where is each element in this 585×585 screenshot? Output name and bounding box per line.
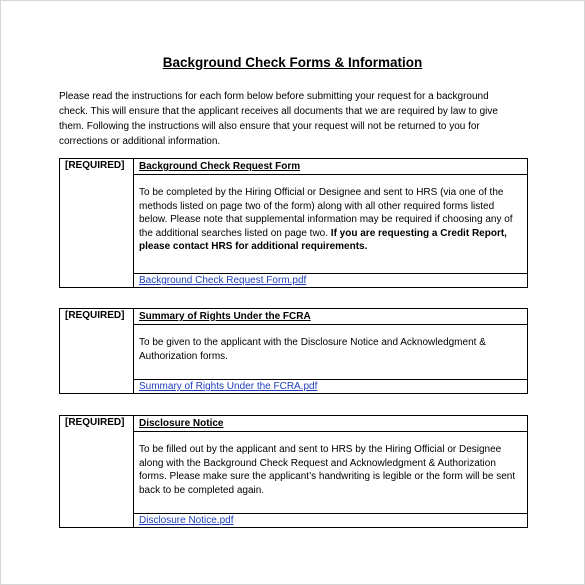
description-line: To be completed by the Hiring Official or Designee and sent to HRS (via one of the <box>139 187 504 198</box>
form-description <box>134 325 527 379</box>
description-line: forms. Please make sure the applicant’s handwriting is legible or the form will be sent <box>139 471 516 482</box>
form-description <box>134 432 527 513</box>
required-tag: [REQUIRED] <box>60 309 134 394</box>
description-line: below. Please note that supplemental information may be required if choosing any of <box>139 214 513 225</box>
form-cell <box>134 159 528 288</box>
required-tag: [REQUIRED] <box>60 416 134 528</box>
intro-line: corrections or additional information. <box>59 136 221 147</box>
description-line: Authorization forms. <box>139 350 228 362</box>
intro-line: them. Following the instructions will also ensure that your request will not be returned to you for <box>59 121 480 132</box>
description-line: please contact HRS for additional requirements. <box>139 241 368 252</box>
form-table-fcra-summary <box>59 308 528 394</box>
form-table-disclosure-notice <box>59 415 528 528</box>
form-name: Summary of Rights Under the FCRA <box>134 309 527 325</box>
description-line: back to be completed again. <box>139 484 265 496</box>
required-tag: [REQUIRED] <box>60 159 134 288</box>
intro-paragraph <box>59 89 529 149</box>
form-name: Background Check Request Form <box>134 159 527 175</box>
form-pdf-link[interactable]: Disclosure Notice.pdf <box>134 513 527 527</box>
description-line: methods listed on page two of the form) along with all other required forms listed <box>139 200 495 212</box>
form-cell <box>134 416 528 528</box>
intro-line: Please read the instructions for each form below before submitting your request for a background <box>59 91 489 102</box>
description-line: the additional searches listed on page two. If you are requesting a Credit Report, <box>139 227 507 239</box>
intro-line: check. This will ensure that the applicant receives all documents that we are required by law to give <box>59 106 498 117</box>
form-pdf-link[interactable]: Summary of Rights Under the FCRA.pdf <box>134 379 527 393</box>
form-name: Disclosure Notice <box>134 416 527 432</box>
form-cell <box>134 309 528 394</box>
description-line: To be filled out by the applicant and sent to HRS by the Hiring Official or Designee <box>139 444 502 455</box>
form-table-background-check-request <box>59 158 528 288</box>
form-description <box>134 175 527 273</box>
document-title: Background Check Forms & Information <box>162 55 423 70</box>
form-pdf-link[interactable]: Background Check Request Form.pdf <box>134 273 527 287</box>
description-line: along with the Background Check Request and Acknowledgment & Authorization <box>139 457 496 469</box>
description-line: To be given to the applicant with the Disclosure Notice and Acknowledgment & <box>139 337 486 348</box>
